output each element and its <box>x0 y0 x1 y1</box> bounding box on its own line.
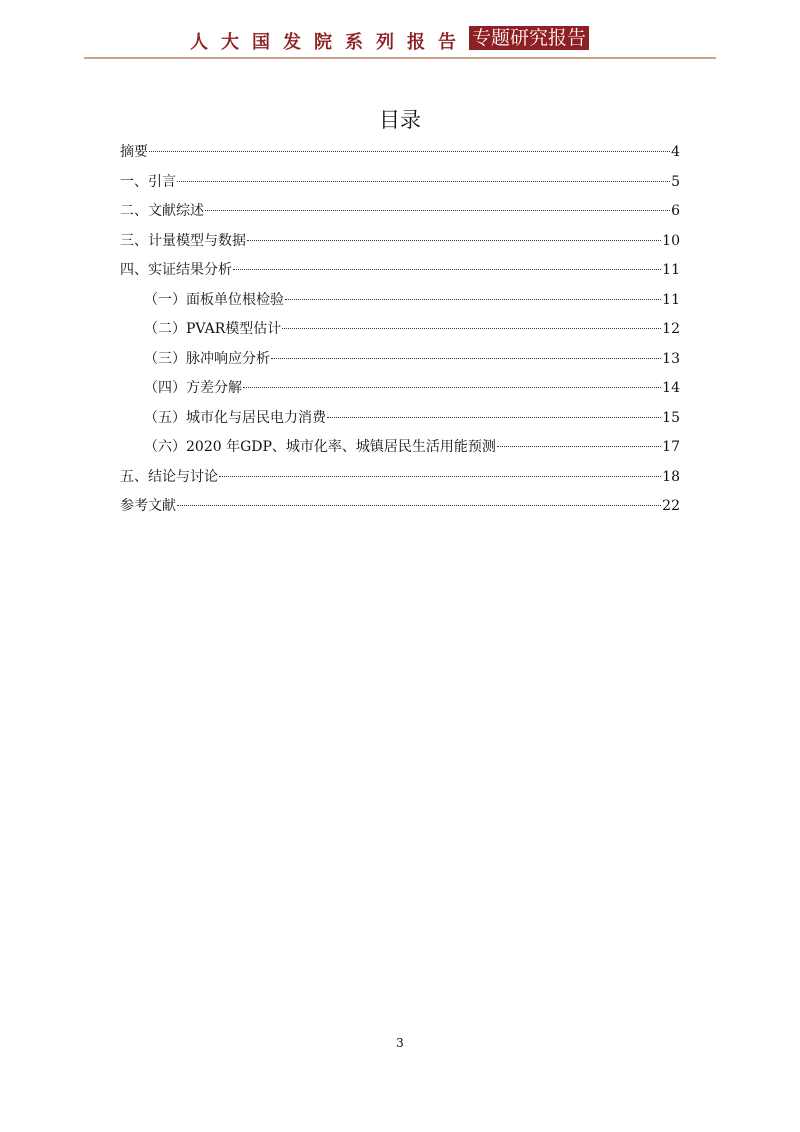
toc-entry-page: 18 <box>662 468 680 485</box>
toc-entry-page: 15 <box>662 409 680 426</box>
toc-dot-leader <box>243 387 661 388</box>
toc-dot-leader <box>177 181 670 182</box>
toc-entry-page: 6 <box>671 203 680 219</box>
toc-entry-variance-decomposition[interactable] <box>120 376 680 406</box>
page-header <box>0 26 800 54</box>
toc-entry-label: 三、计量模型与数据 <box>120 232 246 249</box>
toc-entry-label: 五、结论与讨论 <box>120 468 218 485</box>
toc-entry-label: （六）2020 年GDP、城市化率、城镇居民生活用能预测 <box>144 439 496 455</box>
toc-entry-label: （一）面板单位根检验 <box>144 291 284 308</box>
toc-entry-impulse-response[interactable] <box>120 347 680 377</box>
toc-entry-label: 四、实证结果分析 <box>120 262 232 278</box>
toc-entry-pvar-estimation[interactable] <box>120 317 680 347</box>
toc-entry-introduction[interactable] <box>120 170 680 200</box>
toc-entry-page: 11 <box>662 291 680 308</box>
toc-entry-label: （四）方差分解 <box>144 380 242 396</box>
page-number: 3 <box>396 1036 404 1050</box>
toc-entry-unit-root-test[interactable] <box>120 288 680 318</box>
toc-dot-leader <box>271 358 661 359</box>
toc-entry-page: 5 <box>671 173 680 190</box>
toc-dot-leader <box>497 446 661 447</box>
toc-entry-conclusion[interactable] <box>120 465 680 495</box>
toc-dot-leader <box>205 210 670 211</box>
toc-entry-label: 摘要 <box>120 144 148 160</box>
toc-entry-label: 一、引言 <box>120 173 176 190</box>
toc-dot-leader <box>247 240 661 241</box>
toc-entry-page: 10 <box>662 232 680 249</box>
toc-entry-page: 11 <box>662 262 680 278</box>
toc-entry-page: 17 <box>662 439 680 455</box>
toc-entry-model-and-data[interactable] <box>120 229 680 259</box>
toc-dot-leader <box>233 269 661 270</box>
toc-entry-page: 14 <box>662 380 680 396</box>
toc-entry-abstract[interactable] <box>120 140 680 170</box>
toc-entry-2020-forecast[interactable] <box>120 435 680 465</box>
toc-entry-urbanization-electricity[interactable] <box>120 406 680 436</box>
toc-entry-references[interactable] <box>120 494 680 524</box>
toc-entry-label: 二、文献综述 <box>120 203 204 219</box>
toc-entry-page: 22 <box>662 498 680 514</box>
toc-entry-label: 参考文献 <box>120 498 176 514</box>
toc-dot-leader <box>285 299 661 300</box>
toc-entry-page: 13 <box>662 350 680 367</box>
table-of-contents <box>120 140 680 524</box>
toc-entry-page: 4 <box>671 144 680 160</box>
toc-entry-empirical-results[interactable] <box>120 258 680 288</box>
toc-dot-leader <box>177 505 661 506</box>
header-series-title: 人大国发院系列报告 <box>190 32 469 53</box>
toc-dot-leader <box>149 151 670 152</box>
toc-entry-page: 12 <box>662 321 680 337</box>
header-report-badge: 专题研究报告 <box>469 26 589 50</box>
header-divider <box>84 57 716 59</box>
toc-dot-leader <box>327 417 661 418</box>
toc-entry-label: （三）脉冲响应分析 <box>144 350 270 367</box>
toc-dot-leader <box>219 476 661 477</box>
toc-entry-label: （二）PVAR模型估计 <box>144 321 282 337</box>
toc-entry-literature-review[interactable] <box>120 199 680 229</box>
toc-title: 目录 <box>379 108 421 132</box>
toc-entry-label: （五）城市化与居民电力消费 <box>144 409 326 426</box>
toc-dot-leader <box>282 328 661 329</box>
